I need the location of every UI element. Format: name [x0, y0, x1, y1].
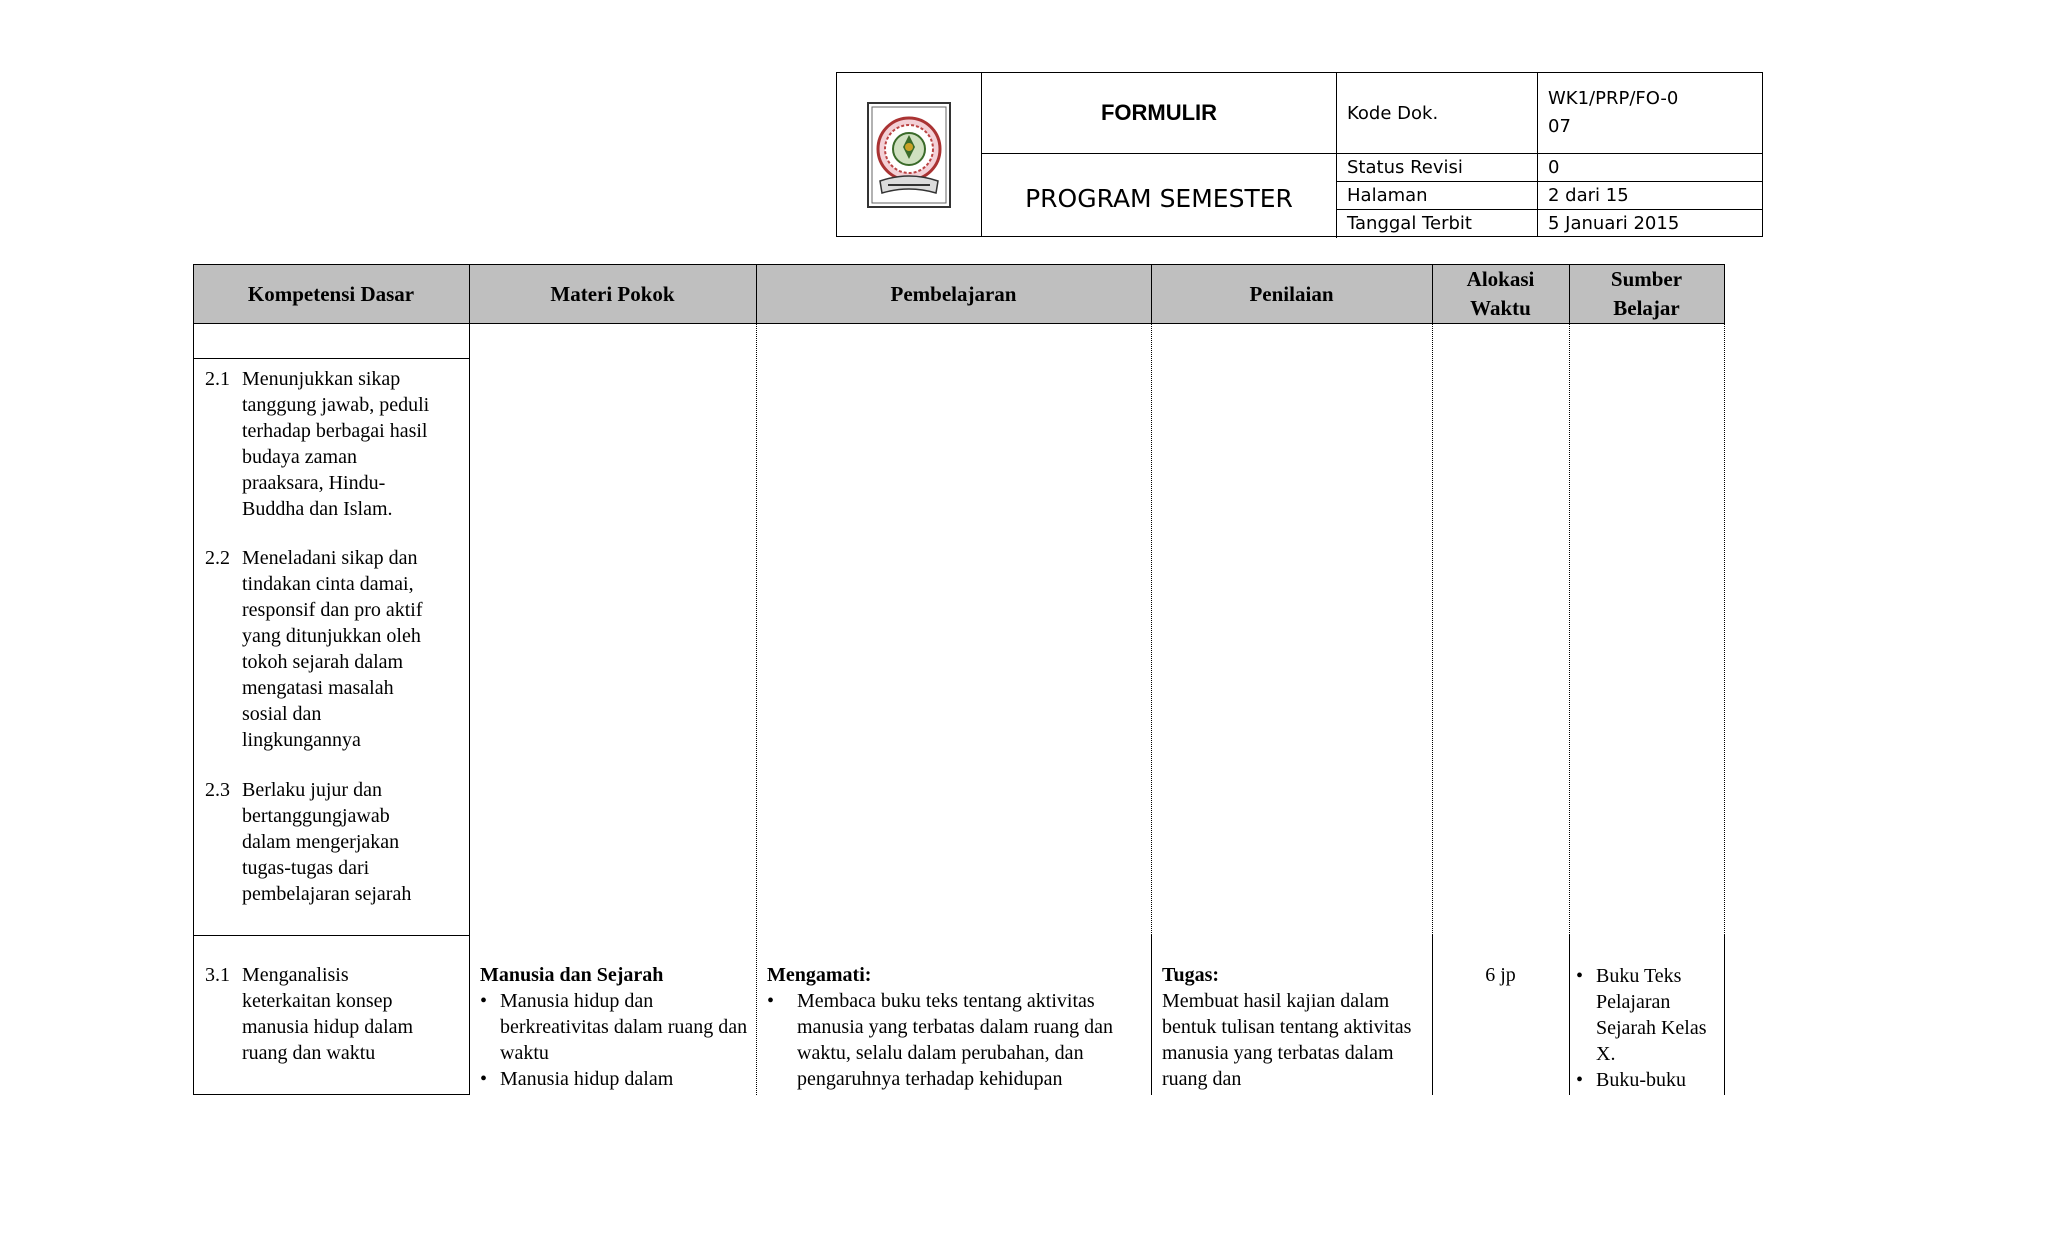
penilaian-title: Tugas:	[1162, 964, 1220, 986]
pembelajaran-list	[767, 988, 1149, 1092]
column-divider	[1151, 935, 1152, 1095]
kd-number: 2.1	[205, 368, 230, 390]
column-divider-dotted	[1432, 324, 1433, 935]
table-border-left	[193, 264, 194, 1095]
table-border-right	[1724, 935, 1725, 1095]
table-border-right-dotted	[1724, 324, 1725, 935]
table-bottom-edge	[193, 1094, 469, 1095]
kd-number: 2.2	[205, 547, 230, 569]
kode-dok-value: WK1/PRP/FO-007	[1538, 73, 1762, 154]
pembelajaran-cell	[767, 962, 1149, 1092]
halaman-value: 2 dari 15	[1538, 182, 1762, 210]
program-semester-table	[193, 264, 1724, 1095]
list-item: • Membaca buku teks tentang aktivitas manusia yang terbatas dalam ruang dan waktu, selalu dalam perubahan, dan pengaruhnya terhadap kehidupan	[767, 988, 1149, 1092]
kode-dok-label: Kode Dok.	[1337, 73, 1538, 154]
sumber-belajar-cell	[1576, 963, 1716, 1093]
kd-number: 2.3	[205, 779, 230, 801]
col-header-alokasi-waktu: Alokasi Waktu	[1432, 264, 1569, 324]
col-header-kompetensi-dasar: Kompetensi Dasar	[193, 264, 469, 324]
form-title: FORMULIR	[982, 73, 1337, 154]
column-divider-dotted	[756, 324, 757, 1095]
list-item: • Buku-buku	[1576, 1067, 1716, 1093]
column-divider	[1432, 264, 1433, 324]
kd-number: 3.1	[205, 964, 230, 986]
column-divider	[1569, 935, 1570, 1095]
col-header-penilaian: Penilaian	[1151, 264, 1432, 324]
logo-cell	[837, 73, 982, 236]
column-divider	[1432, 935, 1433, 1095]
document-title: PROGRAM SEMESTER	[982, 154, 1337, 238]
alokasi-cell: 6 jp	[1485, 964, 1516, 986]
table-border-right	[1724, 264, 1725, 324]
col-header-sumber-belajar: Sumber Belajar	[1569, 264, 1724, 324]
emblem-logo	[866, 101, 952, 209]
materi-title: Manusia dan Sejarah	[480, 964, 664, 986]
column-divider	[1151, 264, 1152, 324]
kd-text: Berlaku jujur dan bertanggungjawab dalam mengerjakan tugas-tugas dari pembelajaran sejarah	[242, 779, 412, 905]
row-divider	[193, 935, 469, 936]
column-divider-dotted	[1569, 324, 1570, 935]
column-divider	[1569, 264, 1570, 324]
page-break-mask	[193, 1096, 1733, 1116]
status-revisi-label: Status Revisi	[1337, 154, 1538, 182]
kd-text: Meneladani sikap dan tindakan cinta damai, responsif dan pro aktif yang ditunjukkan oleh tokoh sejarah dalam mengatasi masalah sosial dan lingkungannya	[242, 547, 423, 751]
col-header-pembelajaran: Pembelajaran	[756, 264, 1151, 324]
kd-text: Menunjukkan sikap tanggung jawab, peduli terhadap berbagai hasil budaya zaman praaksara, Hindu- Buddha dan Islam.	[242, 368, 430, 520]
materi-pokok-cell	[480, 962, 748, 1092]
kd-empty-row	[193, 324, 469, 359]
column-divider-dotted	[1151, 324, 1152, 935]
list-item: • Manusia hidup dalam	[480, 1066, 748, 1092]
col-header-materi-pokok: Materi Pokok	[469, 264, 756, 324]
list-item: • Buku Teks Pelajaran Sejarah Kelas X.	[1576, 963, 1716, 1067]
tanggal-terbit-label: Tanggal Terbit	[1337, 210, 1538, 237]
penilaian-text: Membuat hasil kajian dalam bentuk tulisan tentang aktivitas manusia yang terbatas dalam ruang dan	[1162, 990, 1412, 1090]
status-revisi-value: 0	[1538, 154, 1762, 182]
materi-list	[480, 988, 748, 1092]
kd-text: Menganalisis keterkaitan konsep manusia hidup dalam ruang dan waktu	[242, 964, 414, 1064]
pembelajaran-title: Mengamati:	[767, 964, 872, 986]
column-divider	[756, 264, 757, 324]
document-header	[836, 72, 1763, 237]
halaman-label: Halaman	[1337, 182, 1538, 210]
tanggal-terbit-value: 5 Januari 2015	[1548, 213, 1680, 234]
sumber-list	[1576, 963, 1716, 1093]
column-divider	[469, 264, 470, 1095]
penilaian-cell	[1162, 962, 1424, 1092]
list-item: • Manusia hidup dan berkreativitas dalam ruang dan waktu	[480, 988, 748, 1066]
